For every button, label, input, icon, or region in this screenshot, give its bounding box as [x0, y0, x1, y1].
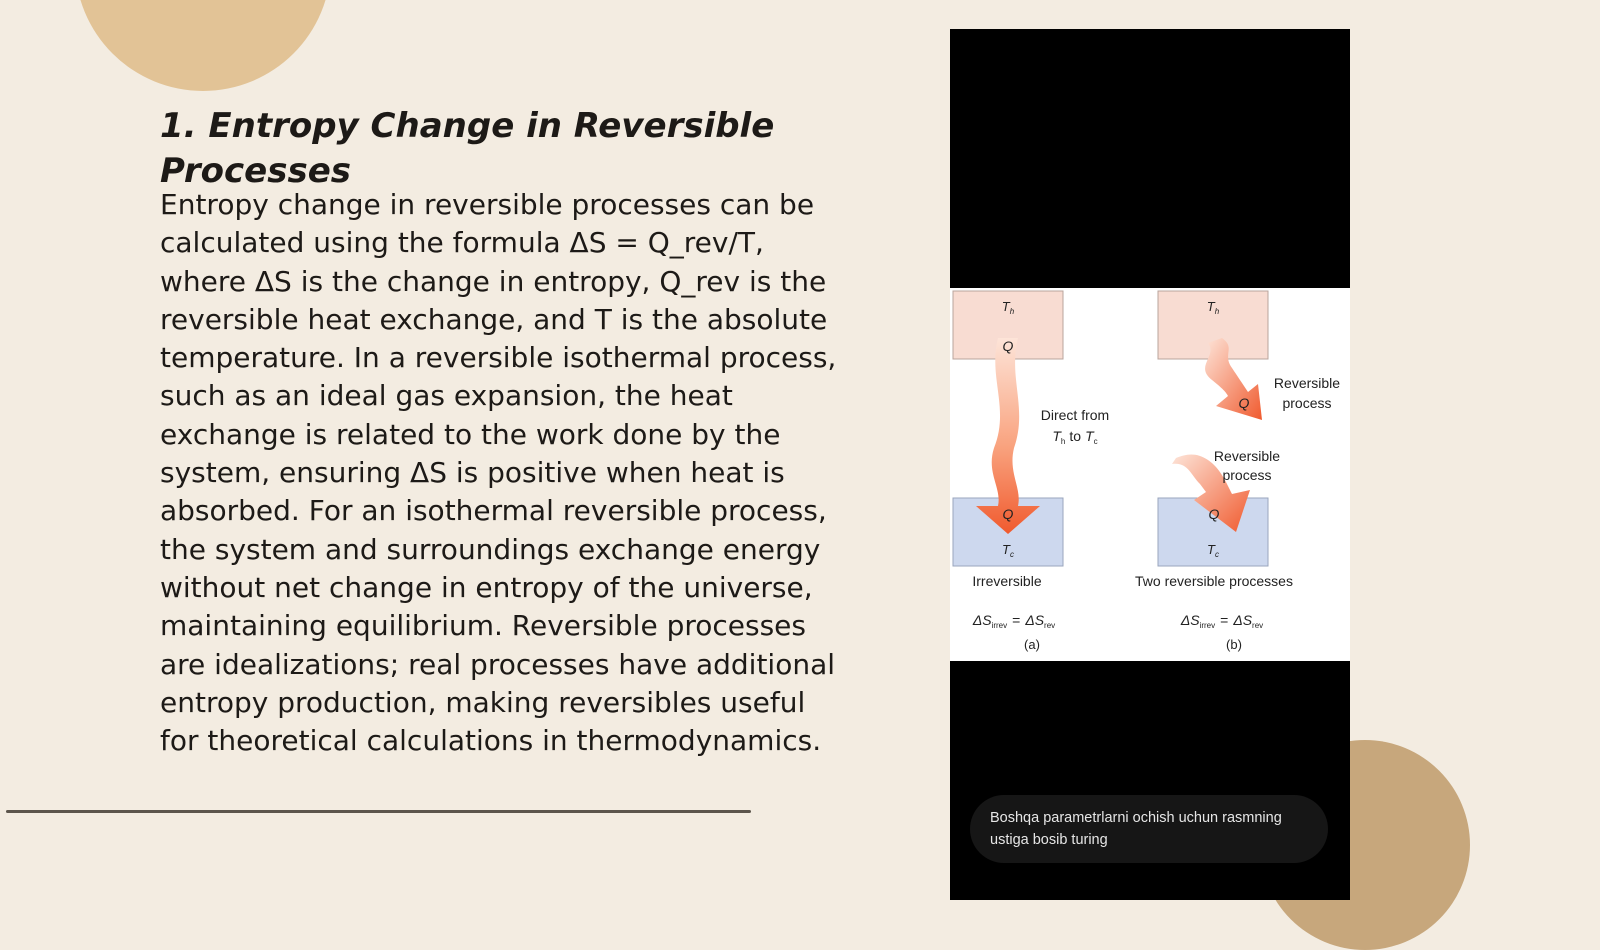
- tc-sub-b: c: [1214, 550, 1219, 559]
- toast-text: Boshqa parametrlarni ochish uchun rasmning ustiga bosib turing: [990, 810, 1282, 848]
- th-label-a: T: [1001, 299, 1010, 314]
- q-label-a-top: Q: [1002, 338, 1014, 354]
- direct-to: to: [1069, 428, 1082, 444]
- entropy-figure[interactable]: [950, 288, 1350, 661]
- th-label-b: T: [1206, 299, 1215, 314]
- phone-image-viewer[interactable]: [950, 29, 1350, 900]
- reversible-label-2-line2: process: [1222, 467, 1272, 483]
- direct-th-sub: h: [1060, 437, 1066, 446]
- reversible-label-1-line2: process: [1282, 395, 1332, 411]
- equals-a: =: [1012, 612, 1021, 628]
- direct-th: T: [1052, 428, 1061, 444]
- two-reversible-label: Two reversible processes: [1135, 573, 1293, 589]
- q-label-b-top: Q: [1238, 395, 1250, 411]
- equals-b: =: [1220, 612, 1229, 628]
- q-label-a-bottom: Q: [1002, 506, 1014, 522]
- svg-text:ΔSirrev=ΔSrev: [972, 612, 1055, 630]
- sub-rev-b: rev: [1252, 621, 1264, 630]
- tc-sub-a: c: [1009, 550, 1014, 559]
- direct-label-line1: Direct from: [1040, 407, 1110, 423]
- long-press-hint-toast: [970, 795, 1328, 863]
- entropy-diagram: [950, 288, 1350, 661]
- part-a-label: (a): [1024, 637, 1040, 652]
- sub-irrev-a: irrev: [991, 621, 1008, 630]
- decorative-divider-line: [6, 810, 751, 813]
- slide-body-text: Entropy change in reversible processes can be calculated using the formula ΔS = Q_rev/T, where ΔS is the change in entropy, Q_rev is the reversible heat exchange, and T is the absolute temperature. In a reversible isothermal process, such as an ideal gas expansion, the heat exchange is related to the work done by the system, ensuring ΔS is positive when heat is absorbed. For an isothermal reversible process, the system and surroundings exchange energy without net change in entropy of the universe, maintaining equilibrium. Reversible processes are idealizations; real processes have additional entropy production, making reversibles useful for theoretical calculations in thermodynamics.: [160, 188, 837, 758]
- svg-text:ΔSirrev=ΔSrev: [1180, 612, 1263, 630]
- delta-a2: ΔS: [1025, 612, 1045, 628]
- direct-tc: T: [1085, 428, 1094, 444]
- th-sub-b: h: [1214, 307, 1220, 316]
- tc-label-b: T: [1207, 542, 1215, 557]
- slide-title: 1. Entropy Change in Reversible Processes: [160, 106, 775, 191]
- delta-b1: ΔS: [1180, 612, 1200, 628]
- reversible-label-2-line1: Reversible: [1213, 448, 1281, 464]
- delta-a1: ΔS: [972, 612, 992, 628]
- direct-tc-sub: c: [1093, 437, 1098, 446]
- q-label-b-bottom: Q: [1208, 506, 1220, 522]
- part-b-label: (b): [1226, 637, 1242, 652]
- irreversible-label: Irreversible: [972, 573, 1042, 589]
- delta-b2: ΔS: [1233, 612, 1253, 628]
- reversible-label-1-line1: Reversible: [1273, 375, 1341, 391]
- svg-text:ThtoTc: [1052, 428, 1097, 446]
- sub-irrev-b: irrev: [1199, 621, 1216, 630]
- decorative-circle-top: [75, 0, 331, 91]
- tc-label-a: T: [1002, 542, 1010, 557]
- th-sub-a: h: [1009, 307, 1015, 316]
- sub-rev-a: rev: [1044, 621, 1056, 630]
